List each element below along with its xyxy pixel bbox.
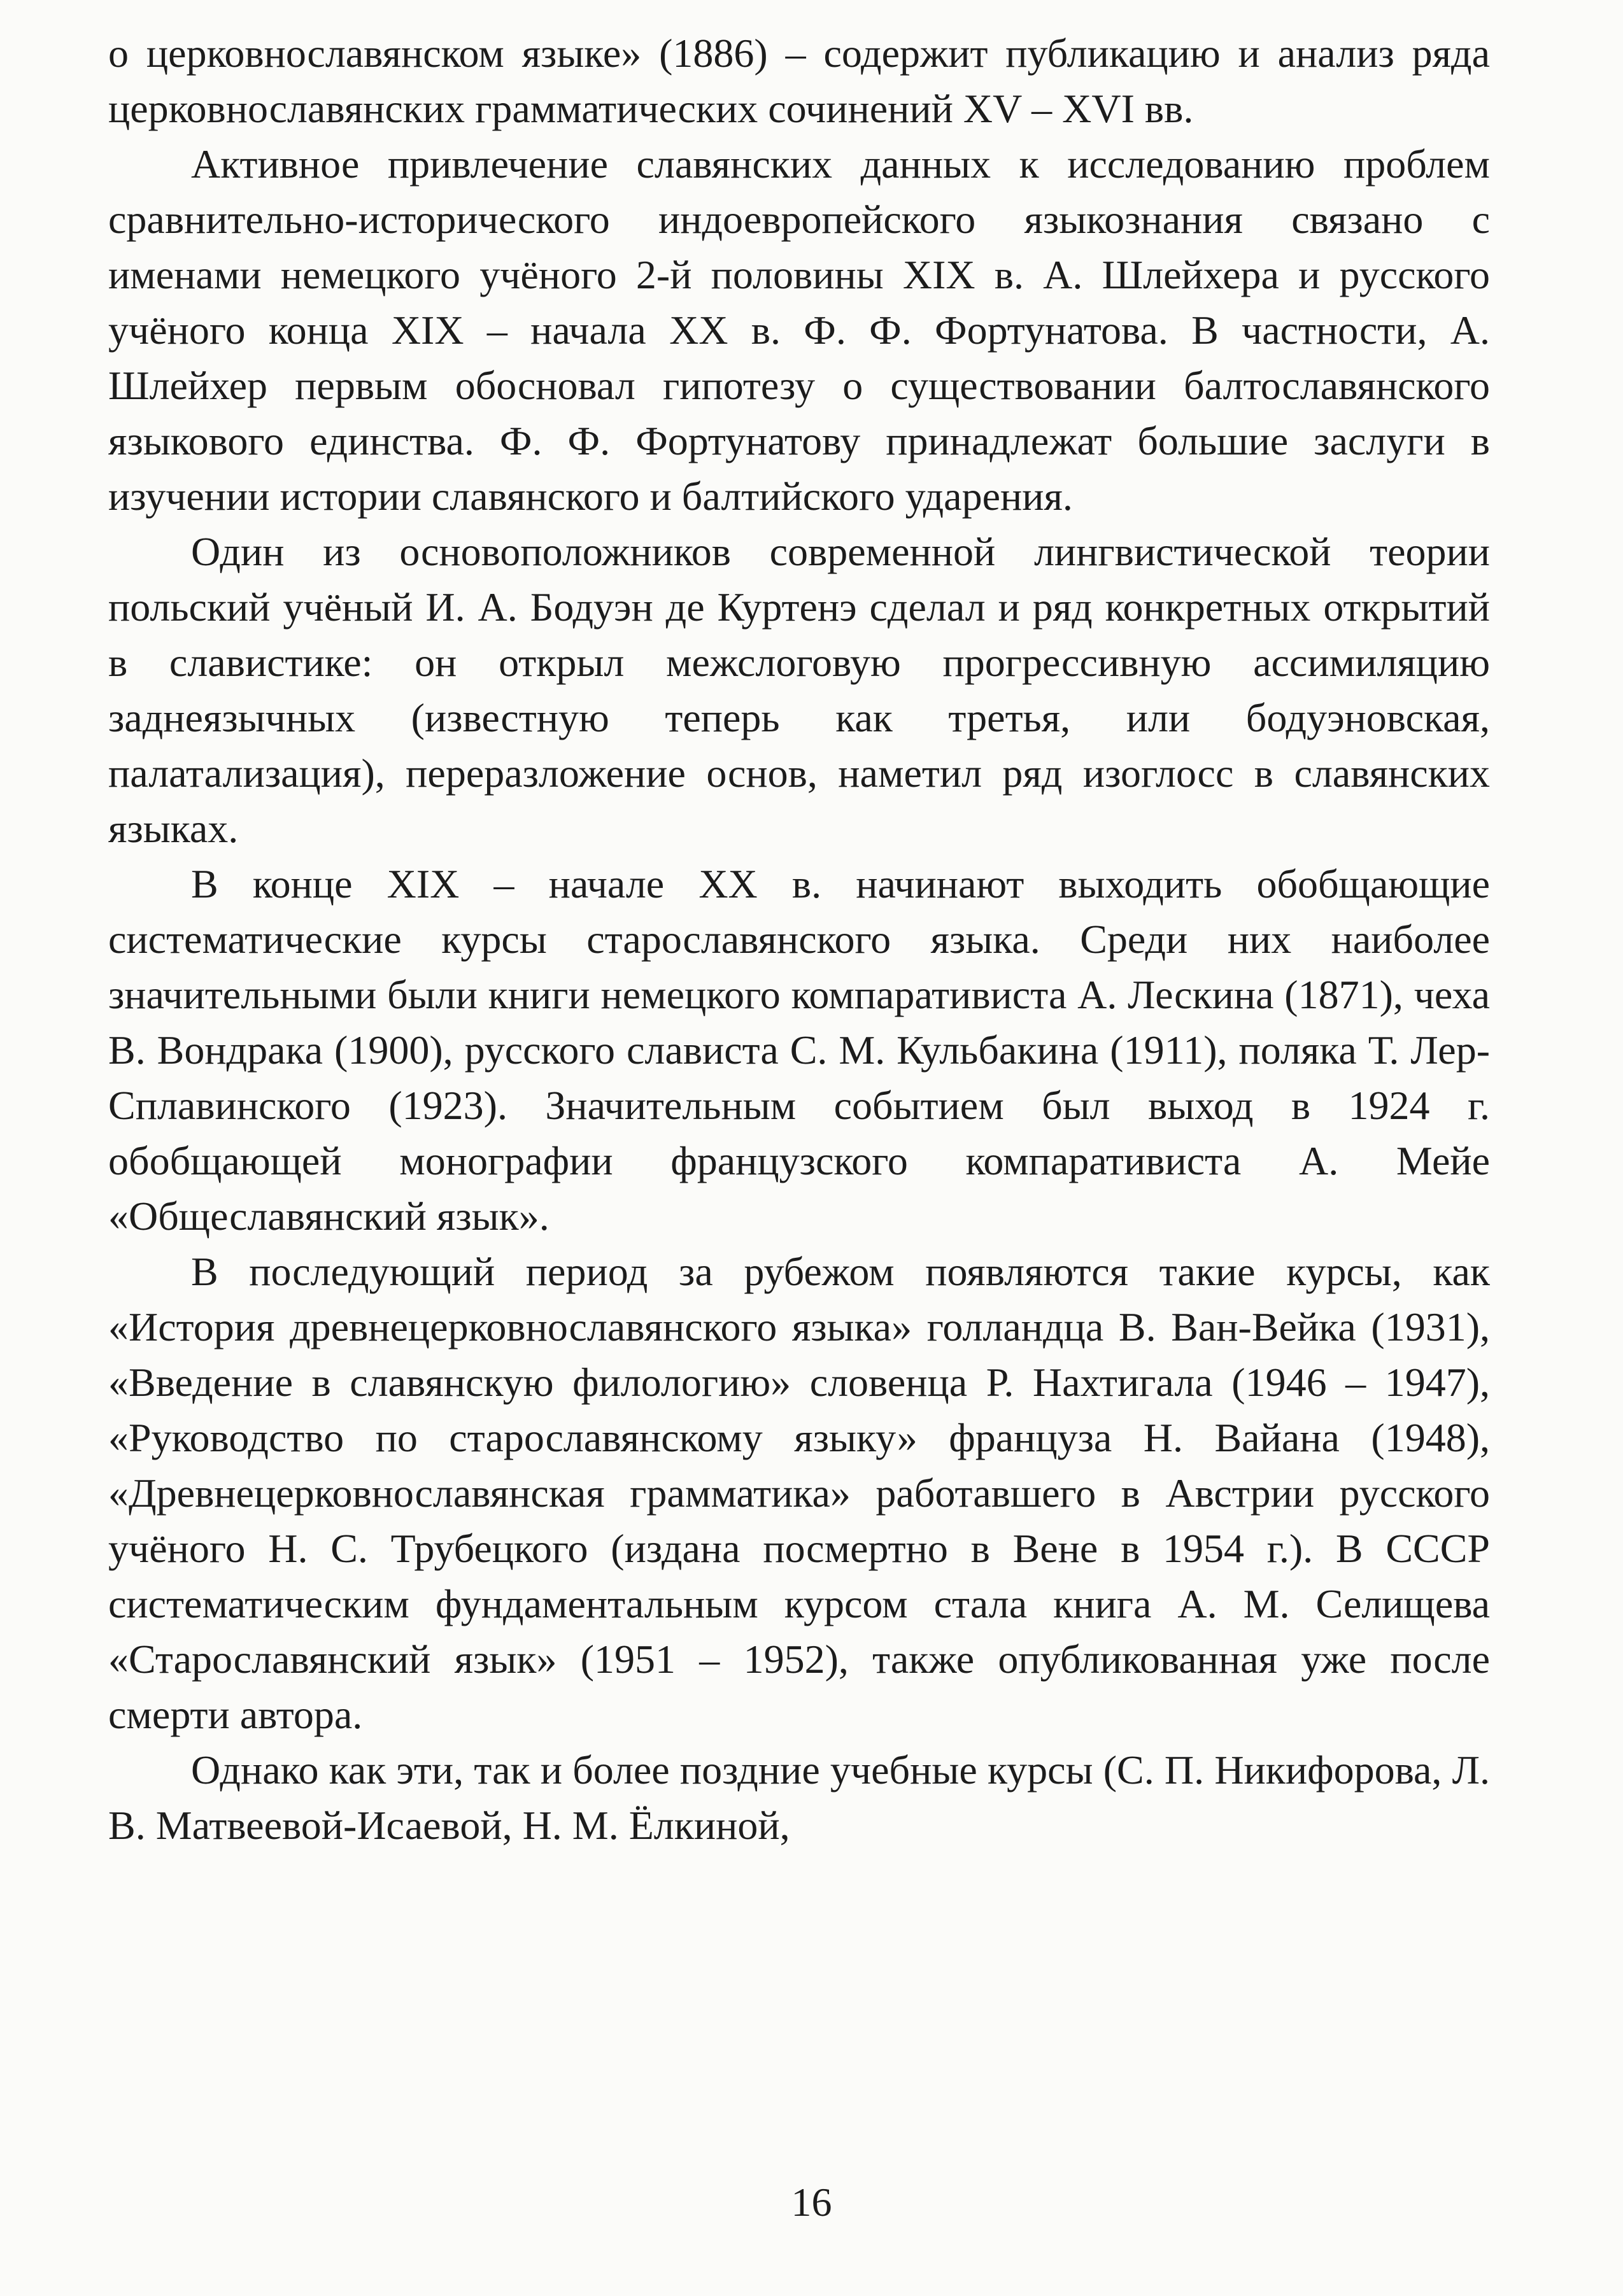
page-number: 16: [791, 2180, 832, 2225]
paragraph-later-courses: В последующий период за рубежом появляются такие курсы, как «История древнецерковнославянского языка» голландца В. Ван-Вейка (1931), «Введение в славянскую филологию» словенца Р. Нахтигала (1946 – 1947), «Руководство по старославянскому языку» француза Н. Вайана (1948), «Древнецерковнославянская грамматика» работавшего в Австрии русского учёного Н. С. Трубецкого (издана посмертно в Вене в 1954 г.). В СССР систематическим фундаментальным курсом стала книга А. М. Селищева «Старославянский язык» (1951 – 1952), также опубликованная уже после смерти автора.: [108, 1249, 1490, 1737]
body-text: [108, 25, 1490, 1853]
paragraph-continuation: о церковнославянском языке» (1886) – содержит публикацию и анализ ряда церковнославянских грамматических сочинений XV – XVI вв.: [108, 31, 1490, 131]
paragraph-systematic-courses: В конце XIX – начале XX в. начинают выходить обобщающие систематические курсы старославянского языка. Среди них наиболее значительными были книги немецкого компаративиста А. Лескина (1871), чеха В. Вондрака (1900), русского слависта С. М. Кульбакина (1911), поляка Т. Лер-Сплавинского (1923). Значительным событием был выход в 1924 г. обобщающей монографии французского компаративиста А. Мейе «Общеславянский язык».: [108, 861, 1491, 1239]
paragraph-textbooks: Однако как эти, так и более поздние учебные курсы (С. П. Никифорова, Л. В. Матвеевой-Исаевой, Н. М. Ёлкиной,: [108, 1747, 1490, 1848]
paragraph-baudouin-de-courtenay: Один из основоположников современной лингвистической теории польский учёный И. А. Бодуэн де Куртенэ сделал и ряд конкретных открытий в славистике: он открыл межслоговую прогрессивную ассимиляцию заднеязычных (известную теперь как третья, или бодуэновская, палатализация), переразложение основ, наметил ряд изоглосс в славянских языках.: [108, 529, 1490, 851]
paragraph-schleicher-fortunatov: Активное привлечение славянских данных к исследованию проблем сравнительно-исторического индоевропейского языкознания связано с именами немецкого учёного 2-й половины XIX в. А. Шлейхера и русского учёного конца XIX – начала XX в. Ф. Ф. Фортунатова. В частности, А. Шлейхер первым обосновал гипотезу о существовании балтославянского языкового единства. Ф. Ф. Фортунатову принадлежат большие заслуги в изучении истории славянского и балтийского ударения.: [108, 141, 1490, 519]
